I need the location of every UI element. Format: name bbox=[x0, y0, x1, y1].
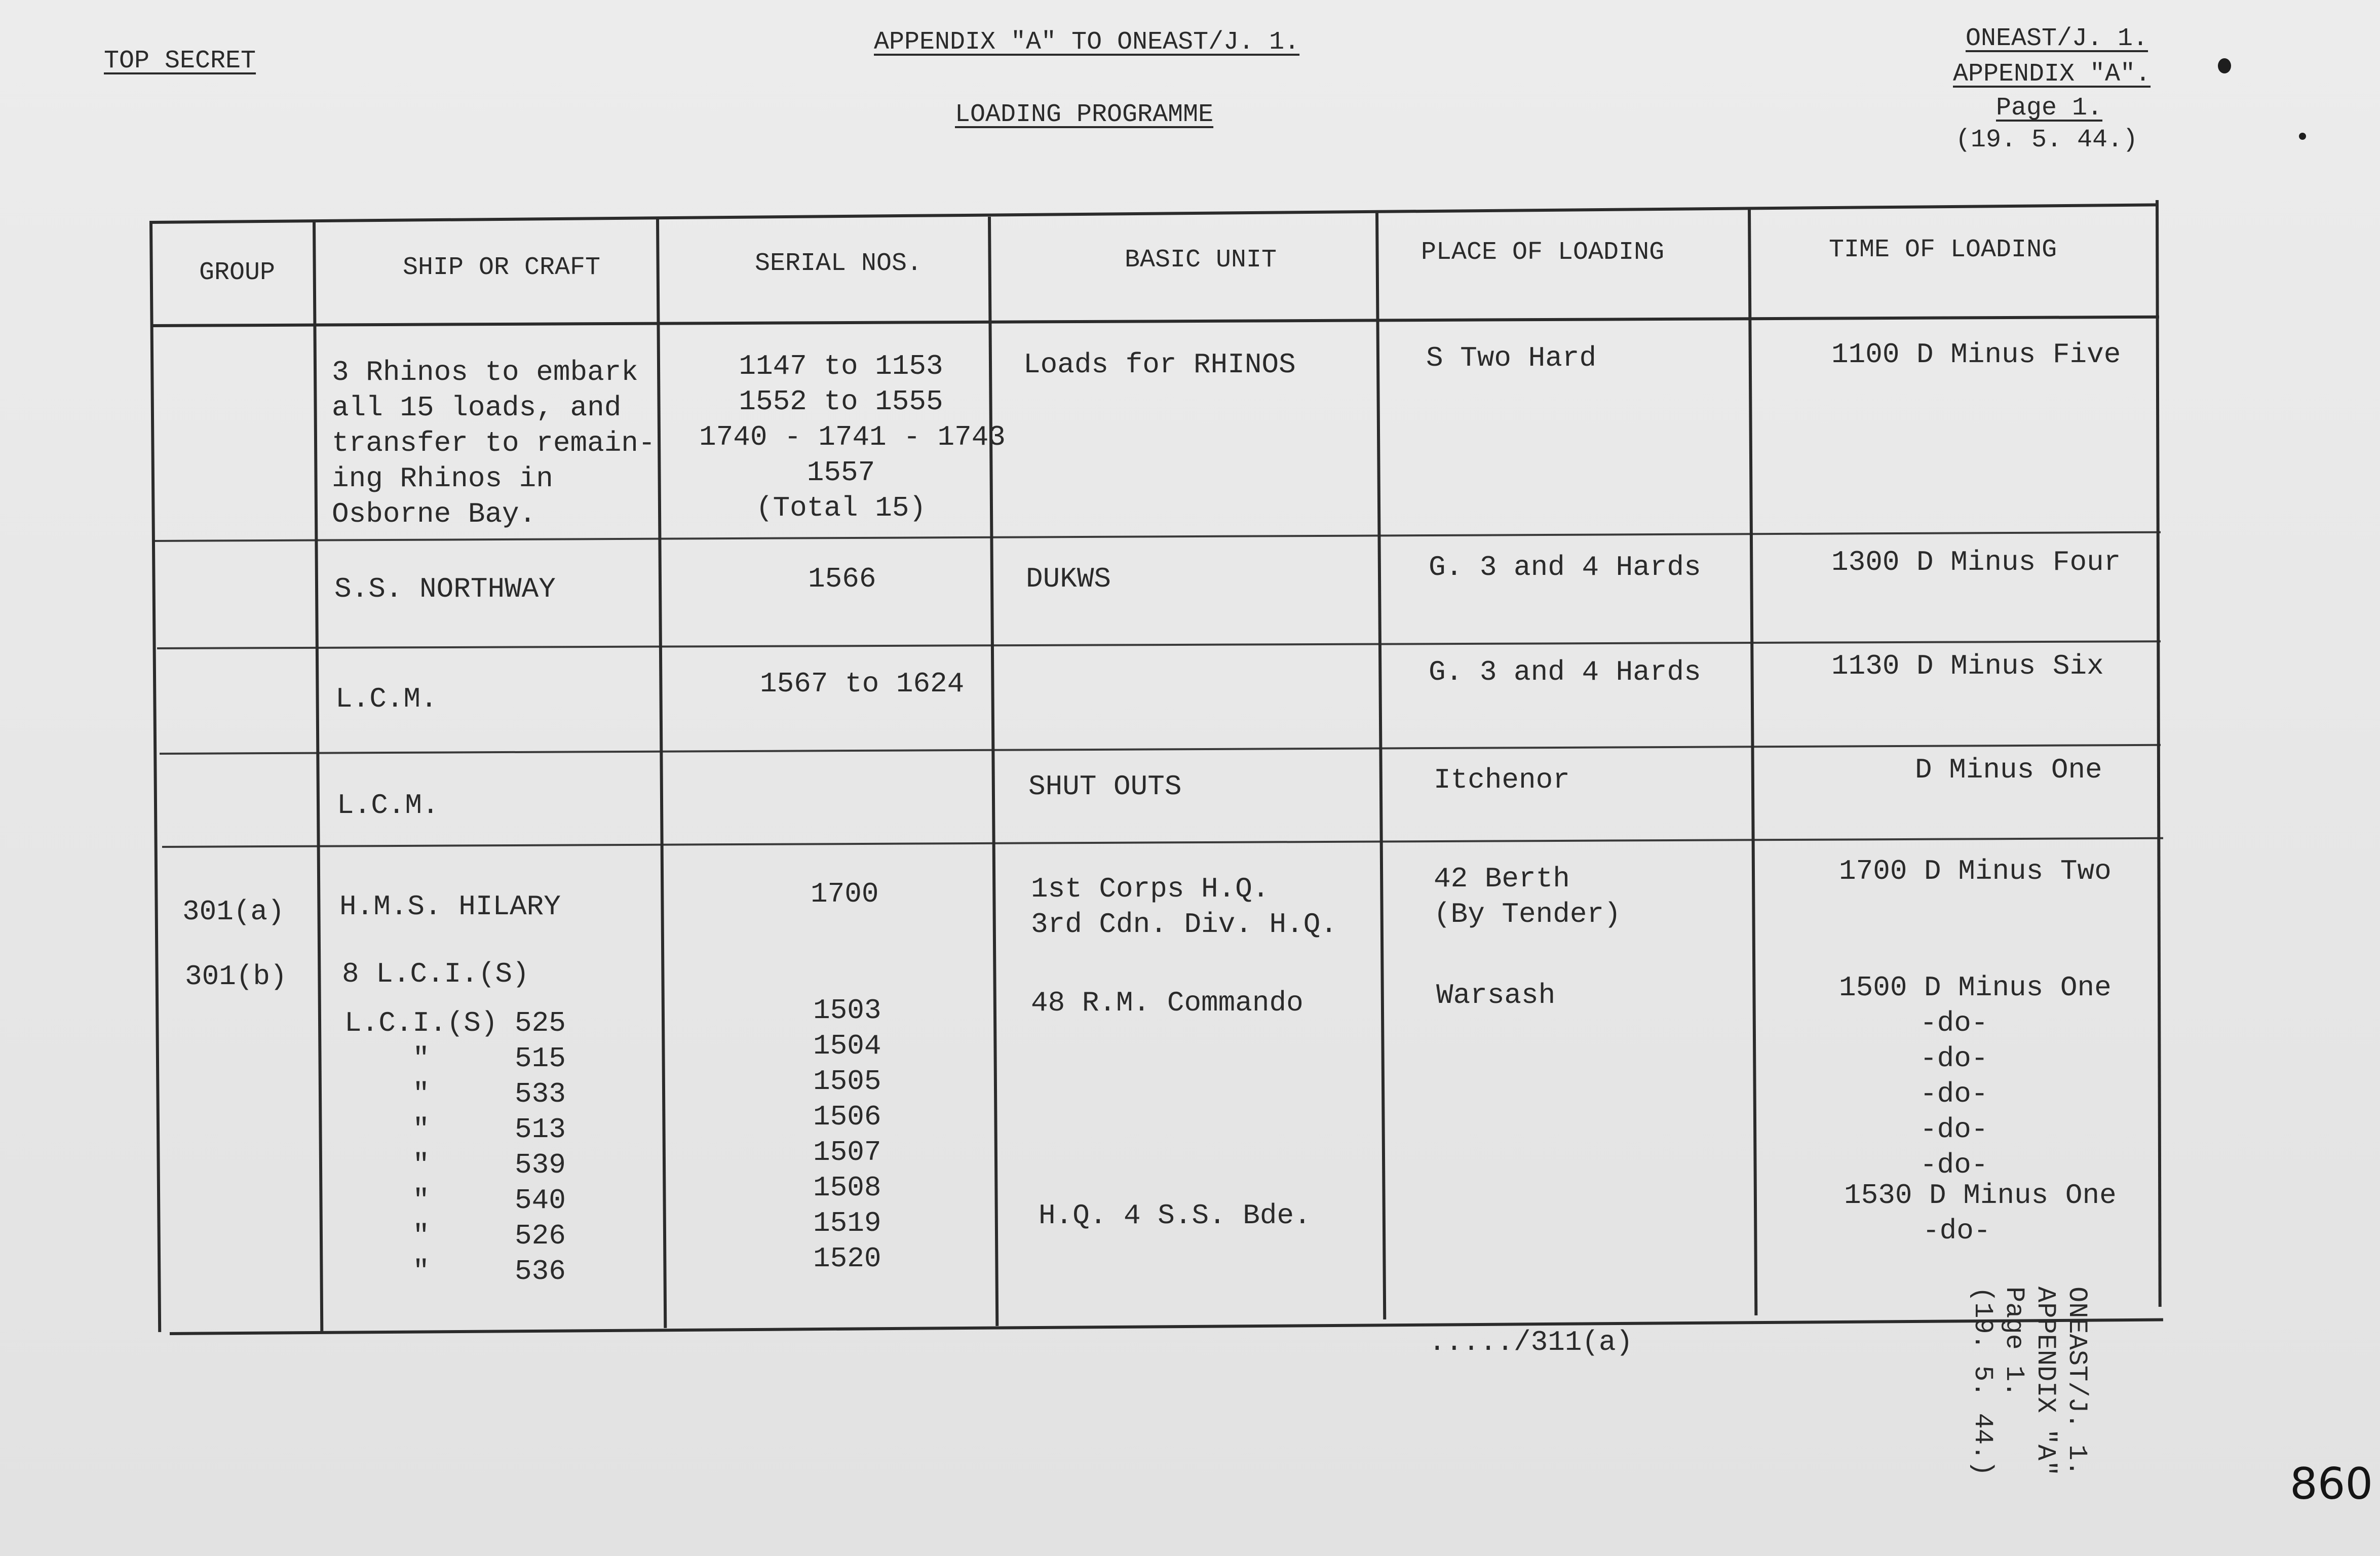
row2-serial: 1566 bbox=[808, 563, 876, 595]
row2-ship: S.S. NORTHWAY bbox=[334, 573, 556, 605]
row-divider-4 bbox=[162, 837, 2163, 848]
classification-label: TOP SECRET bbox=[104, 47, 256, 75]
row4-unit: SHUT OUTS bbox=[1028, 770, 1182, 803]
column-header-ship: SHIP OR CRAFT bbox=[403, 253, 601, 282]
row5-time-a: 1700 D Minus Two bbox=[1839, 855, 2112, 887]
row2-time: 1300 D Minus Four bbox=[1831, 546, 2121, 578]
row3-ship: L.C.M. bbox=[335, 683, 438, 715]
row5-group-a: 301(a) bbox=[182, 896, 285, 928]
table-bottom-border bbox=[170, 1318, 2163, 1335]
row-divider-3 bbox=[160, 744, 2161, 755]
page-number: 860 bbox=[2290, 1459, 2373, 1509]
continuation-marker: ...../311(a) bbox=[1429, 1326, 1633, 1358]
header-bottom-border bbox=[150, 316, 2159, 327]
row1-unit: Loads for RHINOS bbox=[1023, 348, 1296, 381]
row2-place: G. 3 and 4 Hards bbox=[1429, 551, 1701, 584]
col-border-right bbox=[2156, 200, 2162, 1307]
document-subtitle: LOADING PROGRAMME bbox=[955, 100, 1214, 129]
column-header-unit: BASIC UNIT bbox=[1125, 246, 1277, 275]
row4-time: D Minus One bbox=[1915, 754, 2102, 786]
row3-time: 1130 D Minus Six bbox=[1831, 650, 2104, 682]
row5-time-b-ditto: -do- -do- -do- -do- -do- bbox=[1920, 1007, 1988, 1181]
row4-ship: L.C.M. bbox=[337, 789, 439, 822]
row5-unit-b2: H.Q. 4 S.S. Bde. bbox=[1039, 1199, 1311, 1232]
row5-ship-b-list: L.C.I.(S) 525 " 515 " 533 " 513 " 539 " 540 " 526 " 536 bbox=[344, 1007, 566, 1288]
row3-serial: 1567 to 1624 bbox=[760, 668, 965, 700]
reference-line-4: (19. 5. 44.) bbox=[1955, 126, 2138, 154]
row5-ship-a: H.M.S. HILARY bbox=[339, 890, 561, 923]
row5-group-b: 301(b) bbox=[185, 960, 287, 993]
row5-unit-a: 1st Corps H.Q. 3rd Cdn. Div. H.Q. bbox=[1031, 873, 1337, 941]
col-border-ship bbox=[656, 219, 667, 1328]
column-header-time: TIME OF LOADING bbox=[1829, 236, 2057, 264]
reference-line-3: Page 1. bbox=[1996, 94, 2103, 123]
row2-unit: DUKWS bbox=[1026, 563, 1111, 595]
row3-place: G. 3 and 4 Hards bbox=[1429, 656, 1701, 688]
reference-line-1: ONEAST/J. 1. bbox=[1966, 24, 2148, 53]
row5-ship-b-head: 8 L.C.I.(S) bbox=[342, 958, 529, 990]
row4-place: Itchenor bbox=[1434, 764, 1570, 796]
row5-unit-b1: 48 R.M. Commando bbox=[1031, 987, 1303, 1019]
col-border-unit bbox=[1375, 213, 1386, 1319]
row1-serial: 1147 to 1153 1552 to 1555 1740 - 1741 - 1743 1557 (Total 15) bbox=[699, 350, 1006, 524]
row5-time-b2: 1530 D Minus One bbox=[1844, 1179, 2117, 1212]
row5-serial-a: 1700 bbox=[811, 878, 879, 910]
row1-time: 1100 D Minus Five bbox=[1831, 338, 2121, 371]
column-header-serial: SERIAL NOS. bbox=[755, 249, 923, 278]
column-header-group: GROUP bbox=[199, 258, 276, 287]
row5-time-b-ditto2: -do- bbox=[1923, 1215, 1991, 1247]
reference-line-2: APPENDIX "A". bbox=[1953, 60, 2151, 89]
row1-ship: 3 Rhinos to embark all 15 loads, and transfer to remain- ing Rhinos in Osborne Bay. bbox=[332, 356, 656, 530]
row5-place-a: 42 Berth (By Tender) bbox=[1434, 863, 1621, 930]
row-divider-1 bbox=[155, 531, 2161, 542]
column-header-place: PLACE OF LOADING bbox=[1421, 238, 1665, 267]
row5-serial-b: 1503 1504 1505 1506 1507 1508 1519 1520 bbox=[813, 994, 881, 1275]
table-top-border bbox=[149, 203, 2158, 224]
document-title: APPENDIX "A" TO ONEAST/J. 1. bbox=[874, 28, 1300, 57]
row5-time-b1: 1500 D Minus One bbox=[1839, 971, 2112, 1004]
col-border-place bbox=[1748, 209, 1757, 1315]
punch-mark-small bbox=[2299, 133, 2306, 140]
punch-mark bbox=[2218, 58, 2231, 73]
rotated-reference: ONEAST/J. 1. APPENDIX "A" Page 1. (19. 5. 44.) bbox=[1968, 1287, 2092, 1476]
row1-place: S Two Hard bbox=[1426, 342, 1597, 374]
col-border-serial bbox=[988, 217, 999, 1326]
col-border-group bbox=[313, 222, 323, 1331]
col-border-left bbox=[149, 223, 161, 1332]
row5-place-b: Warsash bbox=[1436, 979, 1556, 1012]
